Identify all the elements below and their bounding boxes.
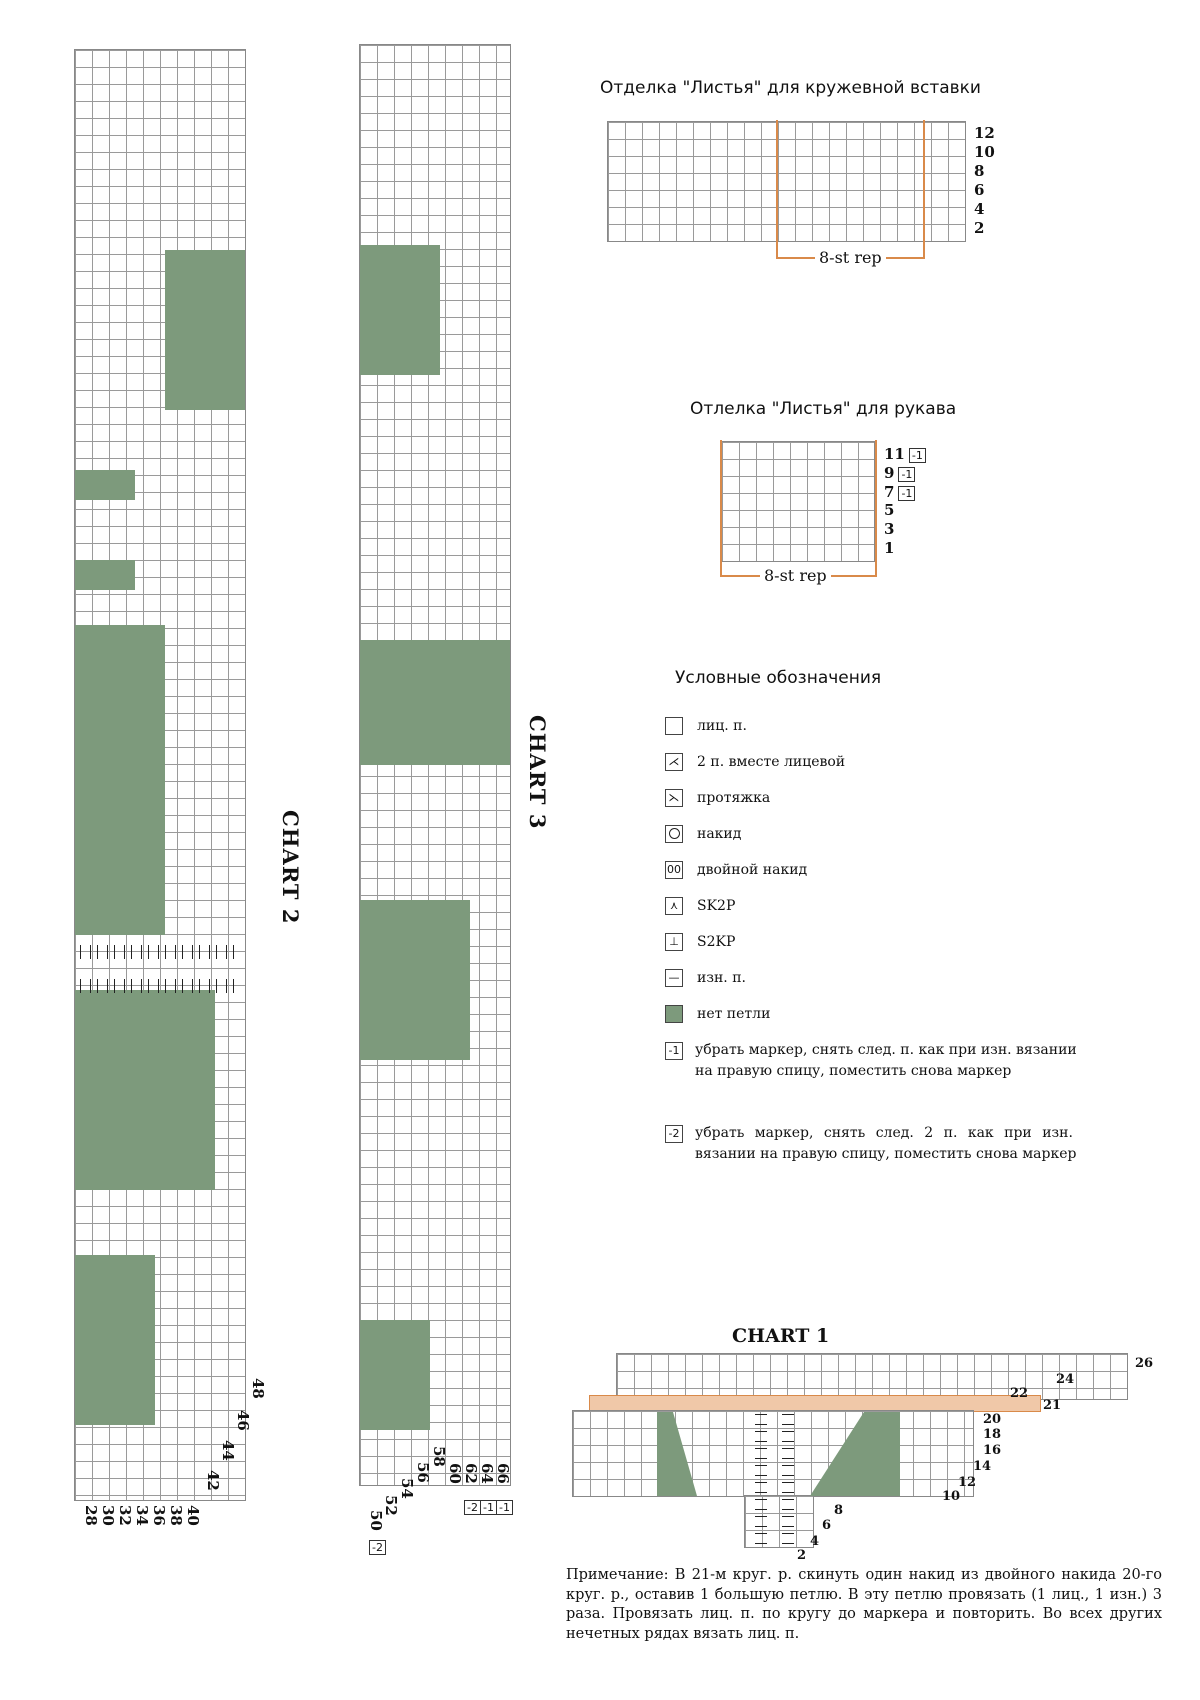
purl-stitch-icon: — — [665, 969, 683, 987]
lace-leaves-rep-label: 8-st rep — [815, 248, 886, 267]
marker-badge: -1 — [898, 486, 915, 501]
chart-2-shade — [75, 560, 135, 590]
chart-2-shade — [75, 470, 135, 500]
row-number: 6 — [974, 181, 985, 199]
chart-2-shade — [75, 625, 165, 935]
chart-2-row-numbers — [82, 1505, 252, 1565]
no-stitch-icon — [665, 1005, 683, 1023]
sleeve-leaves-rep-label: 8-st rep — [760, 566, 831, 585]
row-number: 40 — [184, 1505, 202, 1526]
row-number: 8 — [974, 162, 985, 180]
chart-1-grid-bottom — [573, 1411, 973, 1496]
row-number: 6 — [822, 1518, 832, 1533]
marker-note-line: убрать маркер, снять след. 2 п. как при изн. — [695, 1125, 1073, 1141]
row-number: 54 — [398, 1478, 416, 1499]
row-number-line — [884, 463, 964, 482]
chart-1-grid-top — [617, 1354, 1127, 1399]
row-number: 44 — [219, 1440, 237, 1461]
legend-item-text: лиц. п. — [697, 718, 747, 734]
row-number: 30 — [99, 1505, 117, 1526]
row-number-line — [884, 444, 964, 463]
s2kp-icon: ⊥ — [665, 933, 683, 951]
row-number: 8 — [834, 1503, 844, 1518]
marker-note-line: на правую спицу, поместить снова маркер — [695, 1063, 1012, 1079]
row-number: 4 — [810, 1534, 820, 1549]
row-number: 10 — [974, 143, 995, 161]
row-number: 4 — [974, 200, 985, 218]
row-number-line — [884, 482, 964, 501]
legend-item-text: двойной накид — [697, 862, 808, 878]
row-number: 60 — [446, 1463, 464, 1484]
row-number: 3 — [884, 520, 895, 538]
row-number: 1 — [884, 539, 895, 557]
marker-note-line: убрать маркер, снять след. п. как при изн. вязании — [695, 1042, 1077, 1058]
row-number: 9 — [884, 464, 895, 482]
chart-3-shade — [360, 245, 440, 375]
row-number: 48 — [249, 1378, 267, 1399]
chart-1-row-21-band — [590, 1396, 1040, 1411]
row-number: 22 — [1010, 1386, 1029, 1401]
marker-badge: -1 — [898, 467, 915, 482]
repeat-outline — [720, 440, 877, 577]
row-number: 11 — [884, 445, 905, 463]
row-number: 32 — [116, 1505, 134, 1526]
chart-2-title: CHART 2 — [278, 810, 303, 925]
row-number: 16 — [983, 1443, 1002, 1458]
legend-item-text: протяжка — [697, 790, 771, 806]
chart-2-yarn-over-row — [77, 979, 242, 993]
row-number: 28 — [82, 1505, 100, 1526]
sleeve-leaves-title: Отлелка "Листья" для рукава — [690, 399, 957, 419]
legend-item-text: S2KP — [697, 934, 736, 950]
row-number: 12 — [974, 124, 995, 142]
row-number: 2 — [797, 1548, 807, 1563]
row-number: 34 — [133, 1505, 151, 1526]
row-number: 38 — [167, 1505, 185, 1526]
chart-2-shade — [75, 990, 215, 1190]
chart-1-title: CHART 1 — [732, 1325, 830, 1347]
sk2p-icon: ⋏ — [665, 897, 683, 915]
row-number: 26 — [1135, 1356, 1154, 1371]
legend-item-text: 2 п. вместе лицевой — [697, 754, 846, 770]
row-number: 21 — [1043, 1398, 1062, 1413]
lace-leaves-title: Отделка "Листья" для кружевной вставки — [600, 78, 981, 98]
row-number: 42 — [204, 1470, 222, 1491]
legend-item-text: накид — [697, 826, 742, 842]
marker-badge: -1 — [496, 1500, 513, 1515]
row-number: 2 — [974, 219, 985, 237]
marker-note-line: вязании на правую спицу, поместить снова маркер — [695, 1146, 1077, 1162]
marker-badge: -1 — [909, 448, 926, 463]
marker-badge: -1 — [480, 1500, 497, 1515]
knit-stitch-icon — [665, 717, 683, 735]
row-number: 10 — [942, 1489, 961, 1504]
row-number: 58 — [430, 1446, 448, 1467]
marker-minus-2-icon: -2 — [665, 1125, 683, 1143]
legend-item-text: нет петли — [697, 1006, 771, 1022]
chart-3-shade — [360, 900, 470, 1060]
row-number: 52 — [382, 1495, 400, 1516]
chart-1-note: Примечание: В 21-м круг. р. скинуть один накид из двойного накида 20-го круг. р., оставив 1 большую петлю. В эту петлю провязать (1 лиц., 1 изн.) 3 раза. Провязать лиц. п. по кругу до маркера и повторить. Во всех других нечетных рядах вязать лиц. п. — [566, 1567, 1162, 1642]
legend-item-text: SK2P — [697, 898, 736, 914]
marker-minus-1-icon: -1 — [665, 1042, 683, 1060]
legend-title: Условные обозначения — [675, 668, 882, 688]
row-number: 14 — [973, 1459, 992, 1474]
row-number: 36 — [150, 1505, 168, 1526]
chart-1-yarn-over-column — [782, 1412, 794, 1547]
row-number: 7 — [884, 483, 895, 501]
chart-2-shade — [165, 250, 245, 410]
chart-2-shade — [75, 1255, 155, 1425]
row-number: 18 — [983, 1427, 1002, 1442]
row-number: 46 — [234, 1410, 252, 1431]
chart-1-yarn-over-column — [755, 1412, 767, 1547]
row-number: 24 — [1056, 1372, 1075, 1387]
ssk-icon: ⋋ — [665, 789, 683, 807]
row-number: 20 — [983, 1412, 1002, 1427]
chart-3-shade — [360, 640, 510, 765]
row-number: 66 — [494, 1463, 512, 1484]
row-number: 62 — [462, 1463, 480, 1484]
chart-2-yarn-over-row — [77, 945, 242, 959]
row-number: 5 — [884, 501, 895, 519]
marker-badge: -2 — [369, 1540, 386, 1555]
row-number: 12 — [958, 1475, 977, 1490]
sleeve-leaves-row-numbers — [884, 444, 964, 558]
chart-3-shade — [360, 1320, 430, 1430]
yarn-over-icon — [665, 825, 683, 843]
row-number: 64 — [478, 1463, 496, 1484]
row-number: 56 — [414, 1462, 432, 1483]
chart-3-title: CHART 3 — [525, 715, 550, 830]
repeat-outline — [776, 120, 925, 259]
legend-item-text: изн. п. — [697, 970, 746, 986]
row-number: 50 — [367, 1510, 385, 1531]
marker-badge: -2 — [464, 1500, 481, 1515]
lace-leaves-row-numbers — [974, 124, 1004, 238]
k2tog-icon: ⋌ — [665, 753, 683, 771]
double-yarn-over-icon: 00 — [665, 861, 683, 879]
